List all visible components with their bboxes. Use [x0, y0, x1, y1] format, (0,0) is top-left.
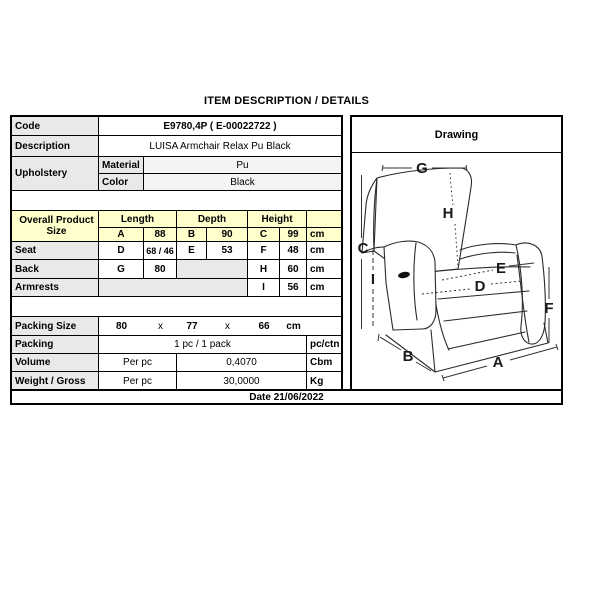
right-arm-roll-shape	[516, 243, 545, 344]
back-length-value: 80	[144, 260, 177, 278]
material-row	[99, 157, 341, 174]
armrests-height-value: 56	[280, 279, 307, 296]
weight-basis: Per pc	[99, 372, 177, 391]
overall-dimensions-row	[99, 228, 341, 241]
base-top-seam	[448, 332, 525, 349]
spacer-band	[12, 297, 341, 317]
left-arm-shape	[384, 241, 436, 330]
dim-label-b: B	[402, 348, 414, 365]
dim-b	[378, 334, 431, 371]
dimensions-header-group	[12, 211, 341, 242]
dim-letter-c: C	[248, 228, 280, 241]
volume-label: Volume	[12, 354, 99, 371]
dim-a	[442, 344, 558, 381]
dim-letter-h: H	[248, 260, 280, 278]
code-label: Code	[12, 117, 99, 135]
date-text: Date 21/06/2022	[249, 391, 324, 403]
armrests-unit: cm	[310, 282, 325, 293]
dim-label-c: C	[357, 240, 369, 257]
spacer-band	[12, 191, 341, 211]
seat-height-value: 48	[280, 242, 307, 259]
date-bar	[10, 389, 563, 405]
armrests-label: Armrests	[12, 279, 99, 296]
material-value: Pu	[144, 157, 341, 173]
back-unit: cm	[310, 263, 325, 275]
overall-size-label: Overall Product Size	[12, 211, 99, 241]
packing-size-x1: x	[158, 320, 163, 332]
packing-size-row	[12, 317, 341, 336]
dim-letter-i: I	[248, 279, 280, 296]
weight-label: Weight / Gross	[12, 372, 99, 391]
empty-header-cell	[307, 211, 341, 227]
drawing-panel	[350, 115, 563, 391]
table-row	[12, 117, 341, 136]
spec-table	[10, 115, 343, 393]
back-label: Back	[12, 260, 99, 278]
material-label: Material	[99, 157, 144, 173]
packing-size-empty	[307, 317, 341, 335]
upholstery-row-group	[12, 157, 341, 191]
dim-label-g: G	[416, 160, 428, 177]
back-height-value: 60	[280, 260, 307, 278]
dim-letter-a: A	[99, 228, 144, 241]
dimensions-header-cols	[99, 211, 341, 241]
seat-box-seam	[444, 311, 527, 321]
packing-size-label: Packing Size	[12, 317, 99, 335]
dim-letter-b: B	[177, 228, 207, 241]
volume-basis: Per pc	[99, 354, 177, 371]
seat-row	[12, 242, 341, 260]
armrests-row	[12, 279, 341, 297]
color-row	[99, 174, 341, 190]
color-value: Black	[144, 174, 341, 190]
packing-value: 1 pc / 1 pack	[99, 336, 307, 353]
depth-column-header: Depth	[177, 211, 248, 227]
armchair-outline	[362, 168, 548, 372]
color-label: Color	[99, 174, 144, 190]
right-arm-top-seam	[460, 252, 515, 259]
dim-label-a: A	[492, 354, 504, 371]
packing-size-unit: cm	[286, 320, 301, 332]
overall-height-value: 99	[280, 228, 307, 241]
dim-label-i: I	[370, 271, 376, 288]
upholstery-subrows	[99, 157, 341, 190]
volume-row	[12, 354, 341, 372]
overall-unit: cm	[307, 228, 341, 241]
packing-size-width: 80	[115, 320, 128, 332]
packing-label: Packing	[12, 336, 99, 353]
upholstery-label: Upholstery	[12, 157, 99, 190]
dim-label-f: F	[544, 300, 554, 317]
description-label: Description	[12, 136, 99, 156]
description-value: LUISA Armchair Relax Pu Black	[149, 140, 291, 152]
dim-letter-e: E	[177, 242, 207, 259]
seat-length-value: 68 / 46	[144, 242, 177, 259]
packing-size-x2: x	[225, 320, 230, 332]
overall-length-value: 88	[144, 228, 177, 241]
overall-depth-value: 90	[207, 228, 248, 241]
armrests-empty-cell	[99, 279, 248, 296]
page-title: ITEM DESCRIPTION / DETAILS	[203, 95, 370, 107]
packing-row	[12, 336, 341, 354]
packing-unit: pc/ctn	[310, 339, 340, 350]
seat-label: Seat	[12, 242, 99, 259]
dim-label-d: D	[474, 278, 486, 295]
packing-size-depth: 77	[186, 320, 198, 332]
seat-depth-value: 53	[207, 242, 248, 259]
height-column-header: Height	[248, 211, 307, 227]
dimension-column-headers	[99, 211, 341, 228]
seat-unit: cm	[310, 245, 325, 256]
back-row	[12, 260, 341, 279]
dim-letter-g: G	[99, 260, 144, 278]
weight-unit: Kg	[310, 376, 324, 387]
dim-label-h: H	[442, 205, 454, 222]
dim-letter-f: F	[248, 242, 280, 259]
weight-value: 30,0000	[177, 372, 307, 391]
armchair-drawing	[352, 153, 561, 389]
length-column-header: Length	[99, 211, 177, 227]
volume-value: 0,4070	[177, 354, 307, 371]
table-row	[12, 136, 341, 157]
base-front-left-corner	[431, 330, 435, 372]
code-value: E9780,4P ( E-00022722 )	[163, 120, 277, 132]
back-depth-empty-cell	[177, 260, 248, 278]
dim-i	[371, 250, 375, 329]
right-arm-top-line	[460, 244, 516, 250]
volume-unit: Cbm	[310, 357, 333, 368]
dim-letter-d: D	[99, 242, 144, 259]
dim-label-e: E	[495, 260, 507, 277]
drawing-header: Drawing	[352, 117, 561, 153]
packing-size-height: 66	[258, 320, 270, 332]
